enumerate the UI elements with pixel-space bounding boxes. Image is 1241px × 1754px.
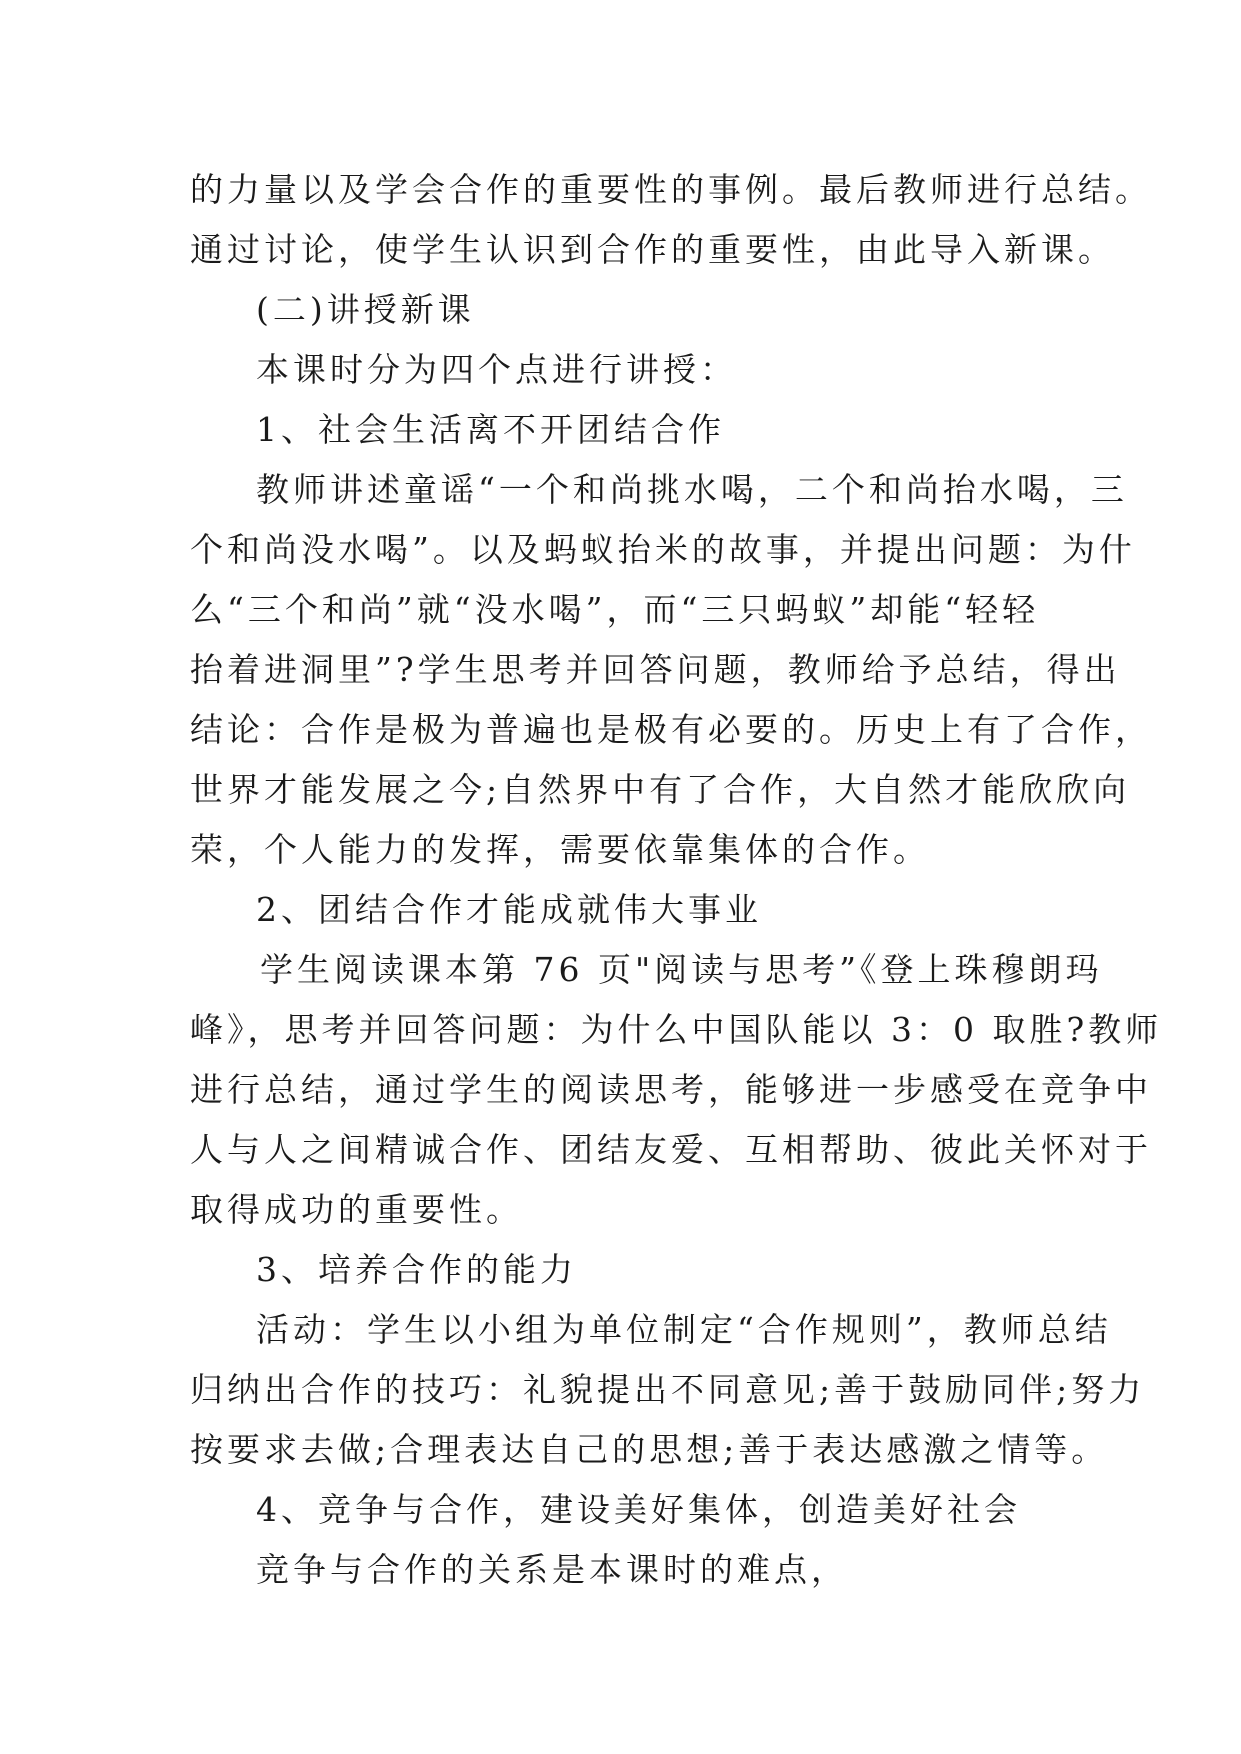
paragraph-line: 通过讨论，使学生认识到合作的重要性，由此导入新课。	[190, 230, 1115, 269]
paragraph-line: 抬着进洞里”?学生思考并回答问题，教师给予总结，得出	[190, 650, 1121, 689]
paragraph-line: 峰》，思考并回答问题：为什么中国队能以 3：0 取胜?教师	[190, 1010, 1163, 1049]
paragraph-line: 学生阅读课本第 76 页"阅读与思考”《登上珠穆朗玛	[260, 950, 1103, 989]
paragraph-line: 竞争与合作的关系是本课时的难点，	[256, 1550, 848, 1589]
paragraph-line: 世界才能发展之今;自然界中有了合作，大自然才能欣欣向	[190, 770, 1131, 809]
paragraph-line: 活动：学生以小组为单位制定“合作规则”，教师总结	[256, 1310, 1112, 1349]
paragraph-line: 荣，个人能力的发挥，需要依靠集体的合作。	[190, 830, 930, 869]
paragraph-line: 教师讲述童谣“一个和尚挑水喝，二个和尚抬水喝，三	[256, 470, 1128, 509]
subsection-heading: 3、培养合作的能力	[256, 1250, 577, 1289]
paragraph-line: 人与人之间精诚合作、团结友爱、互相帮助、彼此关怀对于	[190, 1130, 1152, 1169]
paragraph-line: 归纳出合作的技巧：礼貌提出不同意见;善于鼓励同伴;努力	[190, 1370, 1146, 1409]
paragraph-line: 的力量以及学会合作的重要性的事例。最后教师进行总结。	[190, 170, 1152, 209]
paragraph-line: 结论：合作是极为普遍也是极有必要的。历史上有了合作，	[190, 710, 1152, 749]
paragraph-line: 取得成功的重要性。	[190, 1190, 523, 1229]
paragraph-line: 么“三个和尚”就“没水喝”，而“三只蚂蚁”却能“轻轻	[190, 590, 1040, 629]
paragraph-line: 按要求去做;合理表达自己的思想;善于表达感激之情等。	[190, 1430, 1109, 1469]
paragraph-line: 本课时分为四个点进行讲授：	[256, 350, 737, 389]
paragraph-line: 个和尚没水喝”。以及蚂蚁抬米的故事，并提出问题：为什	[190, 530, 1136, 569]
subsection-heading: 1、社会生活离不开团结合作	[256, 410, 725, 449]
subsection-heading: 2、团结合作才能成就伟大事业	[256, 890, 762, 929]
document-body	[190, 160, 1163, 1600]
section-heading: (二)讲授新课	[256, 290, 475, 329]
subsection-heading: 4、竞争与合作，建设美好集体，创造美好社会	[256, 1490, 1021, 1529]
paragraph-line: 进行总结，通过学生的阅读思考，能够进一步感受在竞争中	[190, 1070, 1152, 1109]
